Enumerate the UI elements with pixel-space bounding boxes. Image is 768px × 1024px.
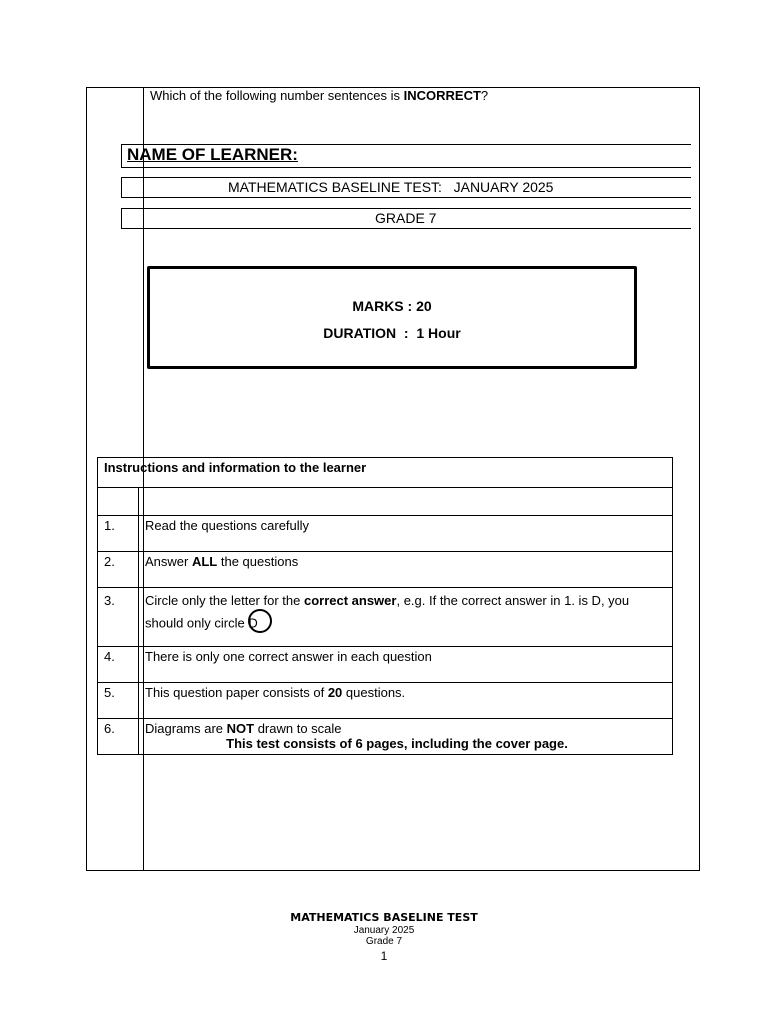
instruction-number: 2. <box>98 552 139 588</box>
test-title: MATHEMATICS BASELINE TEST: JANUARY 2025 <box>228 179 554 195</box>
footer-grade: Grade 7 <box>365 936 403 947</box>
marks-duration-box <box>147 266 637 369</box>
instruction-number: 5. <box>98 683 139 719</box>
instructions-heading: Instructions and information to the learner <box>98 458 673 488</box>
instruction-row <box>98 647 673 683</box>
instruction-row <box>98 683 673 719</box>
table-row <box>98 488 673 516</box>
instruction-text: Circle only the letter for the correct answer, e.g. If the correct answer in 1. is D, you should only circle D <box>139 588 673 647</box>
instruction-number: 4. <box>98 647 139 683</box>
instruction-row <box>98 516 673 552</box>
instruction-row <box>98 588 673 647</box>
instruction-text: Answer ALL the questions <box>139 552 673 588</box>
question-prefix: Which of the following number sentences is <box>150 88 404 103</box>
instruction-number: 6. <box>98 719 139 755</box>
instruction-row <box>98 552 673 588</box>
instruction-number: 1. <box>98 516 139 552</box>
question-emphasis: INCORRECT <box>403 88 481 103</box>
page-count-note: This test consists of 6 pages, including the cover page. <box>226 736 568 751</box>
instructions-table <box>97 457 673 755</box>
instruction-text: Diagrams are NOT drawn to scale <box>139 719 673 755</box>
grade-label: GRADE 7 <box>375 210 437 226</box>
instruction-number: 3. <box>98 588 139 647</box>
marks-label: MARKS : 20 <box>352 298 432 314</box>
instruction-text: There is only one correct answer in each question <box>139 647 673 683</box>
circled-example-letter: D <box>248 615 258 631</box>
question-text <box>150 88 488 103</box>
footer-date: January 2025 <box>353 925 415 936</box>
instruction-text: Read the questions carefully <box>139 516 673 552</box>
name-of-learner-label: NAME OF LEARNER: <box>127 145 298 164</box>
question-suffix: ? <box>480 88 489 103</box>
circle-icon <box>248 609 272 633</box>
instruction-text: This question paper consists of 20 questions. <box>139 683 673 719</box>
page-number: 1 <box>380 949 388 963</box>
duration-label: DURATION : 1 Hour <box>323 325 461 341</box>
footer-title: MATHEMATICS BASELINE TEST <box>290 911 478 924</box>
